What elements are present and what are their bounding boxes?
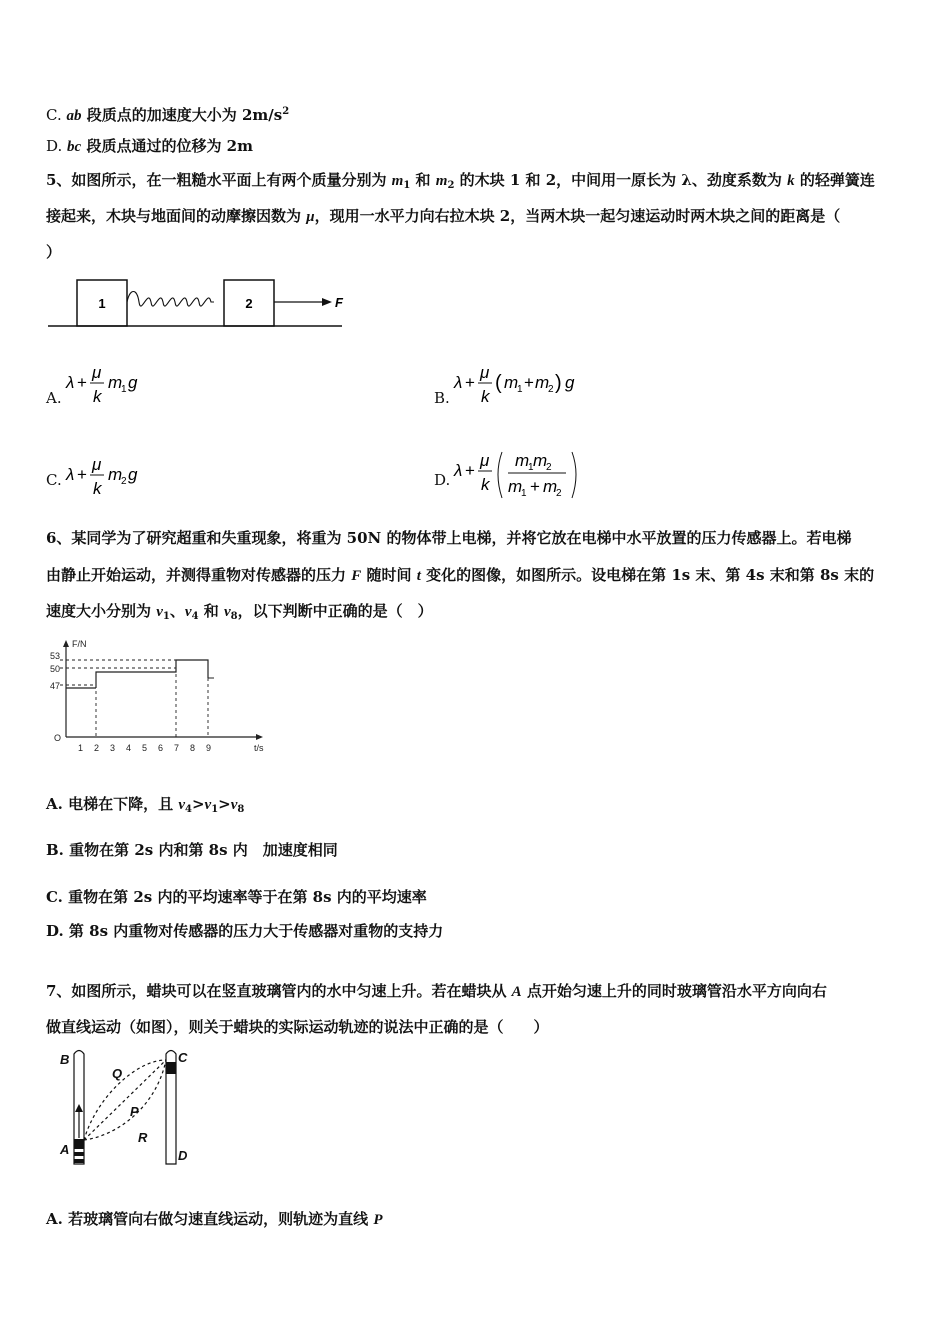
svg-text:λ: λ — [454, 461, 463, 480]
ytick-47: 47 — [50, 681, 61, 691]
svg-text:g: g — [565, 373, 575, 392]
q7-option-a: A. 若玻璃管向右做匀速直线运动，则轨迹为直线 P — [46, 1210, 383, 1228]
xtick-7: 7 — [174, 743, 180, 753]
label-c: C — [178, 1050, 188, 1065]
block-1-label: 1 — [98, 296, 106, 311]
label-p: P — [130, 1104, 139, 1119]
q5-option-a-formula — [64, 364, 154, 408]
svg-text:m: m — [508, 477, 523, 496]
xtick-2: 2 — [94, 743, 100, 753]
origin-label: O — [54, 733, 62, 743]
svg-text:2: 2 — [546, 462, 552, 473]
q6-text-line3: 速度大小分别为 $v_1$、$v_4$ 和 $v_8$，以下判断中正确的是（ ） — [46, 602, 433, 622]
q5-option-b-formula — [452, 364, 592, 408]
svg-text:2: 2 — [121, 476, 127, 487]
q6-option-c: C. 重物在第 2s 内的平均速率等于在第 8s 内的平均速率 — [46, 888, 427, 906]
svg-text:m: m — [108, 373, 123, 392]
svg-text:λ: λ — [454, 373, 463, 392]
q6-option-b: B. 重物在第 2s 内和第 8s 内 加速度相同 — [46, 841, 338, 859]
q5-text-line3: ） — [46, 243, 62, 261]
q4-option-d: D. bc 段质点通过的位移为 2m — [46, 137, 253, 155]
svg-text:m: m — [533, 451, 548, 470]
xtick-3: 3 — [110, 743, 116, 753]
svg-text:+: + — [77, 373, 87, 392]
xtick-6: 6 — [158, 743, 164, 753]
xtick-9: 9 — [206, 743, 212, 753]
label-q: Q — [112, 1066, 123, 1081]
svg-text:+: + — [465, 461, 475, 480]
q6-option-a: A. 电梯在下降，且 $v_4>v_1>v_8$ — [46, 795, 245, 815]
ytick-53: 53 — [50, 651, 61, 661]
svg-text:1: 1 — [528, 462, 534, 473]
q7-text-line1: 7、如图所示，蜡块可以在竖直玻璃管内的水中匀速上升。若在蜡块从 A 点开始匀速上升的同时玻璃管沿水平方向向右 — [46, 982, 827, 1000]
block-2-label: 2 — [245, 296, 253, 311]
t-axis-arrow — [256, 734, 263, 740]
label-d: D — [178, 1148, 188, 1163]
svg-text:k: k — [481, 475, 490, 494]
q7-text-line2: 做直线运动（如图），则关于蜡块的实际运动轨迹的说法中正确的是（ ） — [46, 1018, 549, 1036]
svg-text:g: g — [128, 373, 138, 392]
force-curve — [96, 660, 208, 688]
xtick-8: 8 — [190, 743, 196, 753]
svg-text:μ: μ — [480, 451, 490, 470]
svg-text:+: + — [530, 477, 540, 496]
force-arrowhead — [322, 298, 332, 306]
svg-text:m: m — [543, 477, 558, 496]
svg-text:1: 1 — [121, 384, 127, 395]
q6-text-line1: 6、某同学为了研究超重和失重现象，将重为 50N 的物体带上电梯，并将它放在电梯中水平放置的压力传感器上。若电梯 — [46, 529, 852, 547]
spring — [127, 292, 214, 307]
f-axis-arrow — [63, 640, 69, 647]
ytick-50: 50 — [50, 664, 61, 674]
svg-text:1: 1 — [517, 384, 523, 395]
svg-text:k: k — [93, 479, 102, 498]
svg-text:λ: λ — [66, 373, 75, 392]
xtick-1: 1 — [78, 743, 84, 753]
up-arrowhead — [75, 1104, 83, 1112]
svg-text:2: 2 — [556, 488, 562, 499]
svg-text:1: 1 — [521, 488, 527, 499]
y-axis-label: F/N — [72, 639, 87, 649]
q4-option-c: C. ab 段质点的加速度大小为 $2m/s^2$ — [46, 106, 290, 124]
q5-option-c-formula — [64, 456, 154, 500]
q7-wax-tube-figure — [56, 1048, 206, 1174]
svg-text:g: g — [128, 465, 138, 484]
label-r: R — [138, 1130, 148, 1145]
label-b: B — [60, 1052, 70, 1067]
q5-option-c-label: C. — [46, 471, 62, 489]
q6-text-line2: 由静止开始运动，并测得重物对传感器的压力 F 随时间 t 变化的图像，如图所示。设电梯在第 1s 末、第 4s 末和第 8s 末的 — [46, 566, 875, 584]
svg-text:+: + — [465, 373, 475, 392]
svg-text:k: k — [481, 387, 490, 406]
q6-option-d: D. 第 8s 内重物对传感器的压力大于传感器对重物的支持力 — [46, 922, 444, 940]
svg-text:+: + — [77, 465, 87, 484]
svg-text:2: 2 — [548, 384, 554, 395]
svg-text:μ: μ — [92, 364, 102, 382]
q5-spring-figure — [46, 276, 346, 332]
svg-text:m: m — [535, 373, 550, 392]
x-axis-label: t/s — [254, 743, 264, 753]
q5-option-d-formula — [452, 446, 592, 504]
q5-text-line2: 接起来，木块与地面间的动摩擦因数为 μ，现用一水平力向右拉木块 2，当两木块一起匀速运动时两木块之间的距离是（ — [46, 207, 841, 225]
q5-text-line1: 5、如图所示，在一粗糙水平面上有两个质量分别为 $m_1$ 和 $m_2$ 的木块 1 和 2，中间用一原长为 λ、劲度系数为 k 的轻弹簧连 — [46, 171, 875, 191]
svg-text:m: m — [504, 373, 519, 392]
wax-block-c — [166, 1062, 176, 1074]
path-p — [84, 1060, 166, 1140]
svg-text:m: m — [515, 451, 530, 470]
svg-text:μ: μ — [480, 364, 490, 382]
xtick-5: 5 — [142, 743, 148, 753]
svg-text:λ: λ — [66, 465, 75, 484]
q5-option-d-label: D. — [434, 471, 451, 489]
svg-text:μ: μ — [92, 456, 102, 474]
svg-text:m: m — [108, 465, 123, 484]
q6-force-time-graph — [46, 636, 266, 760]
wax-block-a — [74, 1139, 84, 1149]
force-label: F — [335, 295, 343, 310]
label-a: A — [60, 1142, 70, 1157]
q5-option-a-label: A. — [46, 389, 62, 407]
xtick-4: 4 — [126, 743, 132, 753]
svg-text:k: k — [93, 387, 102, 406]
q5-option-b-label: B. — [434, 389, 450, 407]
svg-text:(: ( — [495, 372, 502, 394]
svg-text:+: + — [524, 373, 534, 392]
svg-text:): ) — [555, 372, 562, 394]
